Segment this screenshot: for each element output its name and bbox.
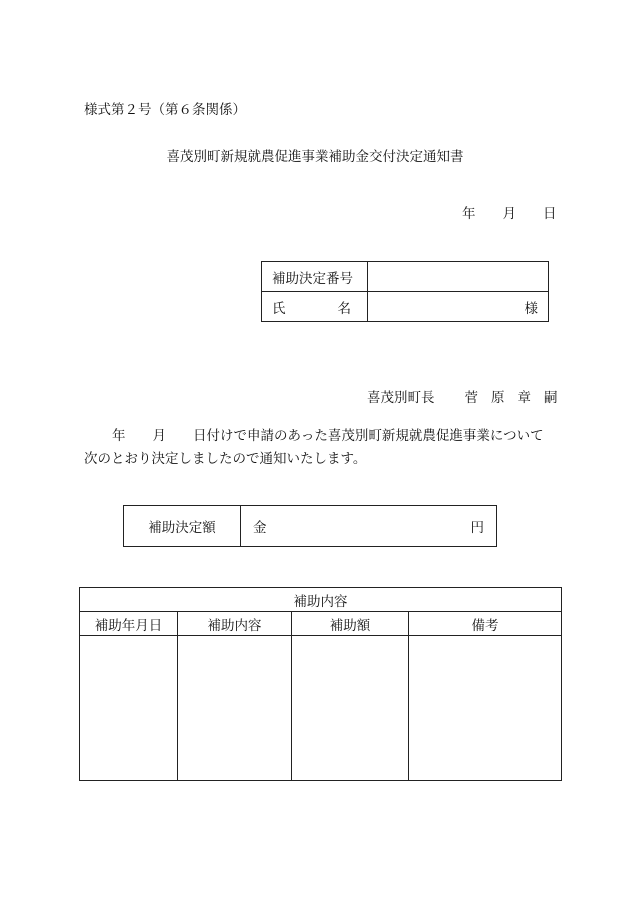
details-cell-remarks <box>409 636 562 781</box>
notice-line1-rest: 日付けで申請のあった喜茂別町新規就農促進事業について <box>193 428 544 444</box>
decision-number-value <box>368 262 549 292</box>
notice-line-1 <box>84 425 544 448</box>
details-col-remarks: 備考 <box>409 612 562 636</box>
details-table <box>79 587 562 781</box>
date-year: 年 <box>462 206 476 222</box>
notice-month: 月 <box>152 428 166 444</box>
details-cell-date <box>80 636 178 781</box>
details-col-amount: 補助額 <box>292 612 409 636</box>
details-header: 補助内容 <box>80 588 562 612</box>
signatory-name-3: 章 <box>517 390 531 406</box>
notice-text <box>84 425 544 471</box>
applicant-box <box>261 261 549 322</box>
signatory-name-4: 嗣 <box>544 390 558 406</box>
date-day: 日 <box>543 206 557 222</box>
signatory <box>367 386 558 406</box>
name-label <box>262 292 368 322</box>
details-cell-content <box>178 636 292 781</box>
details-col-date: 補助年月日 <box>80 612 178 636</box>
table-row <box>80 636 562 781</box>
issue-date <box>462 202 557 222</box>
name-label-part1: 氏 <box>272 300 286 317</box>
notice-year: 年 <box>112 428 126 444</box>
details-cell-amount <box>292 636 409 781</box>
signatory-office: 喜茂別町長 <box>367 390 435 406</box>
signatory-name-1: 菅 <box>464 390 478 406</box>
details-col-content: 補助内容 <box>178 612 292 636</box>
amount-label: 補助決定額 <box>124 506 241 547</box>
notice-line-2: 次のとおり決定しましたので通知いたします。 <box>84 451 367 467</box>
decision-number-label: 補助決定番号 <box>262 262 368 292</box>
date-month: 月 <box>502 206 516 222</box>
document-title: 喜茂別町新規就農促進事業補助金交付決定通知書 <box>166 149 464 165</box>
amount-prefix: 金 <box>253 520 267 536</box>
signatory-name-2: 原 <box>491 390 505 406</box>
amount-box <box>123 505 497 547</box>
name-label-part2: 名 <box>337 300 351 317</box>
amount-value <box>241 506 497 547</box>
form-number-label: 様式第２号（第６条関係） <box>84 102 246 118</box>
amount-unit: 円 <box>470 520 484 536</box>
name-suffix: 様 <box>368 292 549 322</box>
